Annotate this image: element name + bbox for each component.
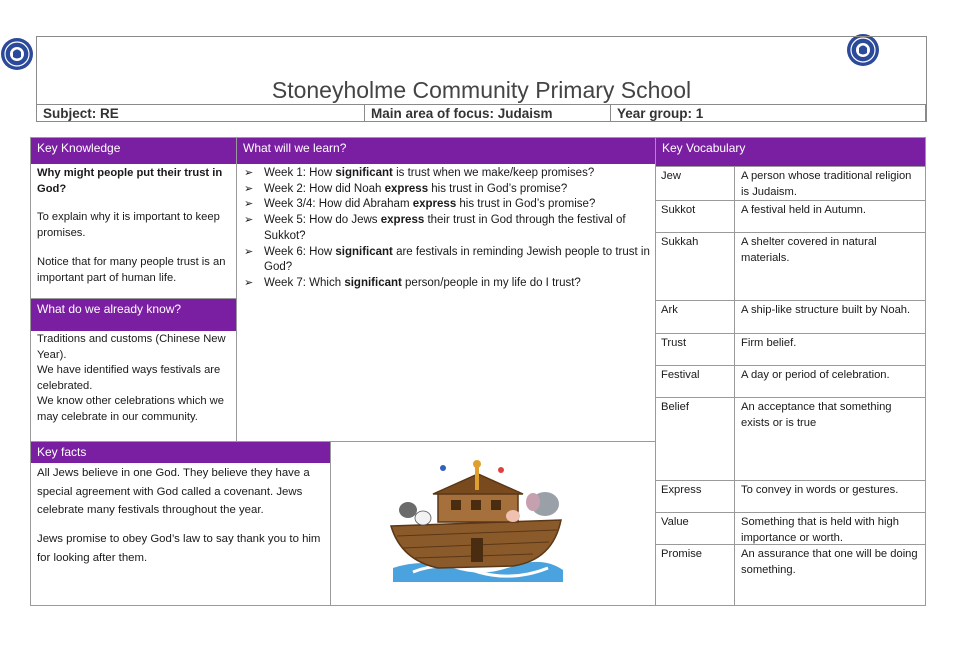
key-facts-paragraph-2: Jews promise to obey God’s law to say thank you to him for looking after them. — [37, 533, 321, 564]
school-logo-left — [0, 37, 34, 71]
vocab-term: Belief — [661, 401, 689, 413]
vocab-term: Jew — [661, 170, 681, 182]
arrow-bullet-icon: ➢ — [244, 198, 254, 211]
vocab-row — [656, 166, 925, 200]
what-will-we-learn-heading: What will we learn? — [237, 138, 655, 164]
vocab-term: Promise — [661, 548, 703, 560]
vocab-term: Trust — [661, 337, 687, 349]
key-knowledge-question: Why might people put their trust in God? — [37, 167, 223, 195]
vocab-definition: To convey in words or gestures. — [741, 484, 899, 496]
vocab-definition: A person whose traditional religion is Judaism. — [741, 170, 912, 198]
already-know-line-2: We have identified ways festivals are celebrated. — [37, 364, 221, 392]
vocab-row — [656, 365, 925, 397]
vocab-row — [656, 397, 925, 480]
vocab-term: Ark — [661, 304, 678, 316]
header-box — [36, 36, 927, 122]
key-facts-paragraph-1: All Jews believe in one God. They believe they have a special agreement with God called a covenant. Jews celebrate many festivals throughout the year. — [37, 467, 310, 516]
vocab-definition: A shelter covered in natural materials. — [741, 236, 877, 264]
key-vocabulary-panel — [655, 137, 926, 606]
vocab-term: Express — [661, 484, 702, 496]
vocab-term: Value — [661, 516, 689, 528]
vocab-row — [656, 480, 925, 512]
school-name: Stoneyholme Community Primary School — [271, 77, 692, 103]
arrow-bullet-icon: ➢ — [244, 214, 254, 227]
arrow-bullet-icon: ➢ — [244, 276, 254, 289]
learn-weeks-list — [239, 166, 651, 292]
subject-row — [36, 104, 927, 122]
vocab-row — [656, 300, 925, 333]
vocab-row — [656, 333, 925, 365]
key-knowledge-point-2: Notice that for many people trust is an important part of human life. — [37, 256, 226, 284]
subject-label: Subject: RE — [36, 105, 364, 122]
learn-week-item: ➢ Week 2: How did Noah express his trust in God’s promise? — [239, 182, 651, 198]
vocab-term: Festival — [661, 369, 700, 381]
already-know-list — [37, 332, 237, 425]
vocab-definition: Something that is held with high importance or worth. — [741, 516, 899, 544]
noahs-ark-illustration — [383, 460, 568, 585]
vocab-row — [656, 232, 925, 300]
arrow-bullet-icon: ➢ — [244, 167, 254, 179]
key-vocabulary-heading: Key Vocabulary — [656, 138, 925, 166]
key-facts-heading: Key facts — [31, 442, 330, 463]
vocab-definition: An acceptance that something exists or is true — [741, 401, 892, 429]
vocab-definition: An assurance that one will be doing something. — [741, 548, 918, 576]
learn-week-item: ➢ Week 7: Which significant person/people in my life do I trust? — [239, 276, 651, 292]
arrow-bullet-icon: ➢ — [244, 245, 254, 258]
focus-label: Main area of focus: Judaism — [364, 105, 610, 122]
key-knowledge-point-1: To explain why it is important to keep promises. — [37, 211, 220, 239]
already-know-line-3: We know other celebrations which we may celebrate in our community. — [37, 395, 224, 423]
already-know-line-1: Traditions and customs (Chinese New Year). — [37, 333, 226, 361]
already-know-heading: What do we already know? — [31, 299, 236, 331]
vocab-definition: A ship-like structure built by Noah. — [741, 304, 911, 316]
learn-week-item: ➢ Week 3/4: How did Abraham express his trust in God’s promise? — [239, 197, 651, 213]
vocab-row — [656, 200, 925, 232]
learn-week-item: ➢ Week 5: How do Jews express their trust in God through the festival of Sukkot? — [244, 214, 626, 242]
vocab-term: Sukkot — [661, 204, 696, 216]
vocab-row — [656, 512, 925, 544]
arrow-bullet-icon: ➢ — [244, 182, 254, 195]
vocab-term: Sukkah — [661, 236, 699, 248]
learn-week-item: ➢ Week 6: How significant are festivals in reminding Jewish people to trust in God? — [244, 245, 650, 274]
vocab-definition: A festival held in Autumn. — [741, 204, 867, 216]
key-knowledge-heading: Key Knowledge — [31, 138, 236, 164]
vocab-definition: A day or period of celebration. — [741, 369, 890, 381]
learn-week-item: ➢ Week 1: How significant is trust when we make/keep promises? — [239, 166, 651, 182]
year-group-label: Year group: 1 — [610, 105, 926, 122]
vocab-row — [656, 544, 925, 606]
vocab-definition: Firm belief. — [741, 337, 797, 349]
